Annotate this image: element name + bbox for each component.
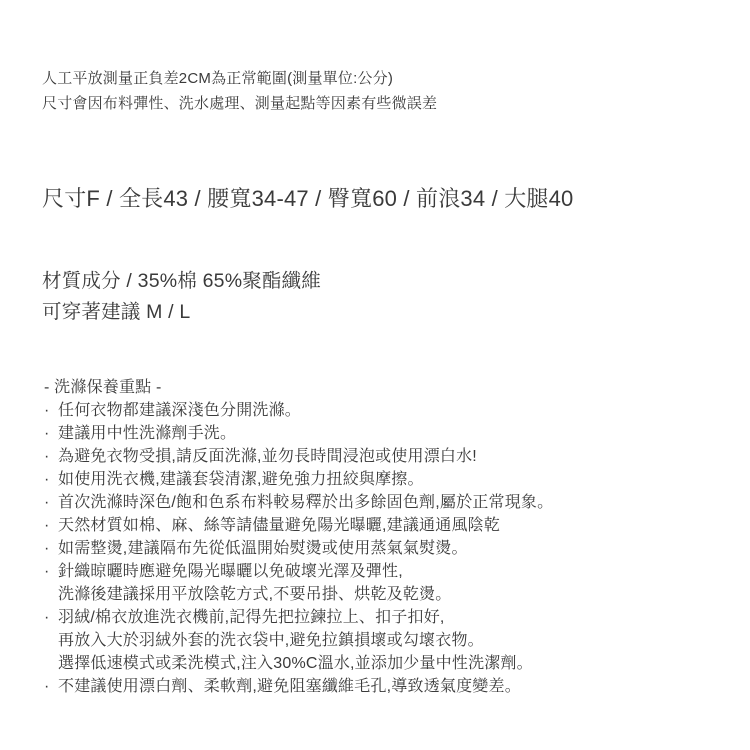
- wear-size-suggestion: 可穿著建議 M / L: [42, 301, 191, 323]
- measurement-note: [42, 66, 750, 116]
- care-instruction-text: 為避免衣物受損,請反面洗滌,並勿長時間浸泡或使用漂白水!: [58, 448, 477, 465]
- bullet-dot: ·: [44, 609, 50, 626]
- bullet-dot: ·: [44, 563, 50, 580]
- care-instruction-text: 如使用洗衣機,建議套袋清潔,避免強力扭絞與摩擦。: [58, 471, 424, 488]
- bullet-dot: ·: [44, 448, 50, 465]
- bullet-dot: ·: [44, 402, 50, 419]
- measurement-note-line2: 尺寸會因布料彈性、洗水處理、測量起點等因素有些微誤差: [42, 95, 438, 112]
- care-instruction-text: 如需整燙,建議隔布先從低溫開始熨燙或使用蒸氣氣熨燙。: [58, 540, 468, 557]
- care-instruction-line: [44, 468, 750, 491]
- bullet-dot: ·: [44, 494, 50, 511]
- care-instruction-text: 再放入大於羽絨外套的洗衣袋中,避免拉鎮損壞或勾壞衣物。: [58, 632, 484, 649]
- care-instructions: [44, 376, 750, 698]
- care-instruction-text: 洗滌後建議採用平放陰乾方式,不要吊掛、烘乾及乾燙。: [58, 586, 452, 603]
- care-instruction-line: [44, 675, 750, 698]
- care-instruction-line: [44, 560, 750, 583]
- care-instruction-text: 建議用中性洗滌劑手洗。: [58, 425, 237, 442]
- care-instruction-line: [44, 606, 750, 629]
- measurement-note-line1: 人工平放測量正負差2CM為正常範圍(測量單位:公分): [42, 70, 394, 87]
- care-instruction-line: [44, 583, 750, 606]
- care-instruction-text: 不建議使用漂白劑、柔軟劑,避免阻塞纖維毛孔,導致透氣度變差。: [58, 678, 521, 695]
- material-info: [42, 266, 750, 328]
- care-instruction-text: 選擇低速模式或柔洗模式,注入30%C溫水,並添加少量中性洗潔劑。: [58, 655, 533, 672]
- care-instruction-line: [44, 491, 750, 514]
- care-instruction-line: [44, 422, 750, 445]
- bullet-dot: ·: [44, 678, 50, 695]
- material-composition: 材質成分 / 35%棉 65%聚酯纖維: [42, 270, 322, 292]
- care-instruction-text: 首次洗滌時深色/飽和色系布料較易釋於出多餘固色劑,屬於正常現象。: [58, 494, 554, 511]
- care-section-title: - 洗滌保養重點 -: [44, 379, 162, 396]
- care-instruction-text: 羽絨/棉衣放進洗衣機前,記得先把拉鍊拉上、扣子扣好,: [58, 609, 445, 626]
- care-instruction-text: 任何衣物都建議深淺色分開洗滌。: [58, 402, 302, 419]
- bullet-dot: ·: [44, 471, 50, 488]
- care-instruction-line: [44, 652, 750, 675]
- care-instruction-text: 針織晾曬時應避免陽光曝曬以免破壞光澤及彈性,: [58, 563, 403, 580]
- care-instruction-line: [44, 514, 750, 537]
- care-instruction-line: [44, 399, 750, 422]
- care-instruction-text: 天然材質如棉、麻、絲等請儘量避免陽光曝曬,建議通通風陰乾: [58, 517, 501, 534]
- care-instruction-line: [44, 537, 750, 560]
- bullet-dot: ·: [44, 425, 50, 442]
- care-instruction-line: [44, 445, 750, 468]
- bullet-dot: ·: [44, 517, 50, 534]
- care-instruction-line: [44, 629, 750, 652]
- size-spec-heading: 尺寸F / 全長43 / 腰寬34-47 / 臀寬60 / 前浪34 / 大腿40: [42, 186, 574, 211]
- bullet-dot: ·: [44, 540, 50, 557]
